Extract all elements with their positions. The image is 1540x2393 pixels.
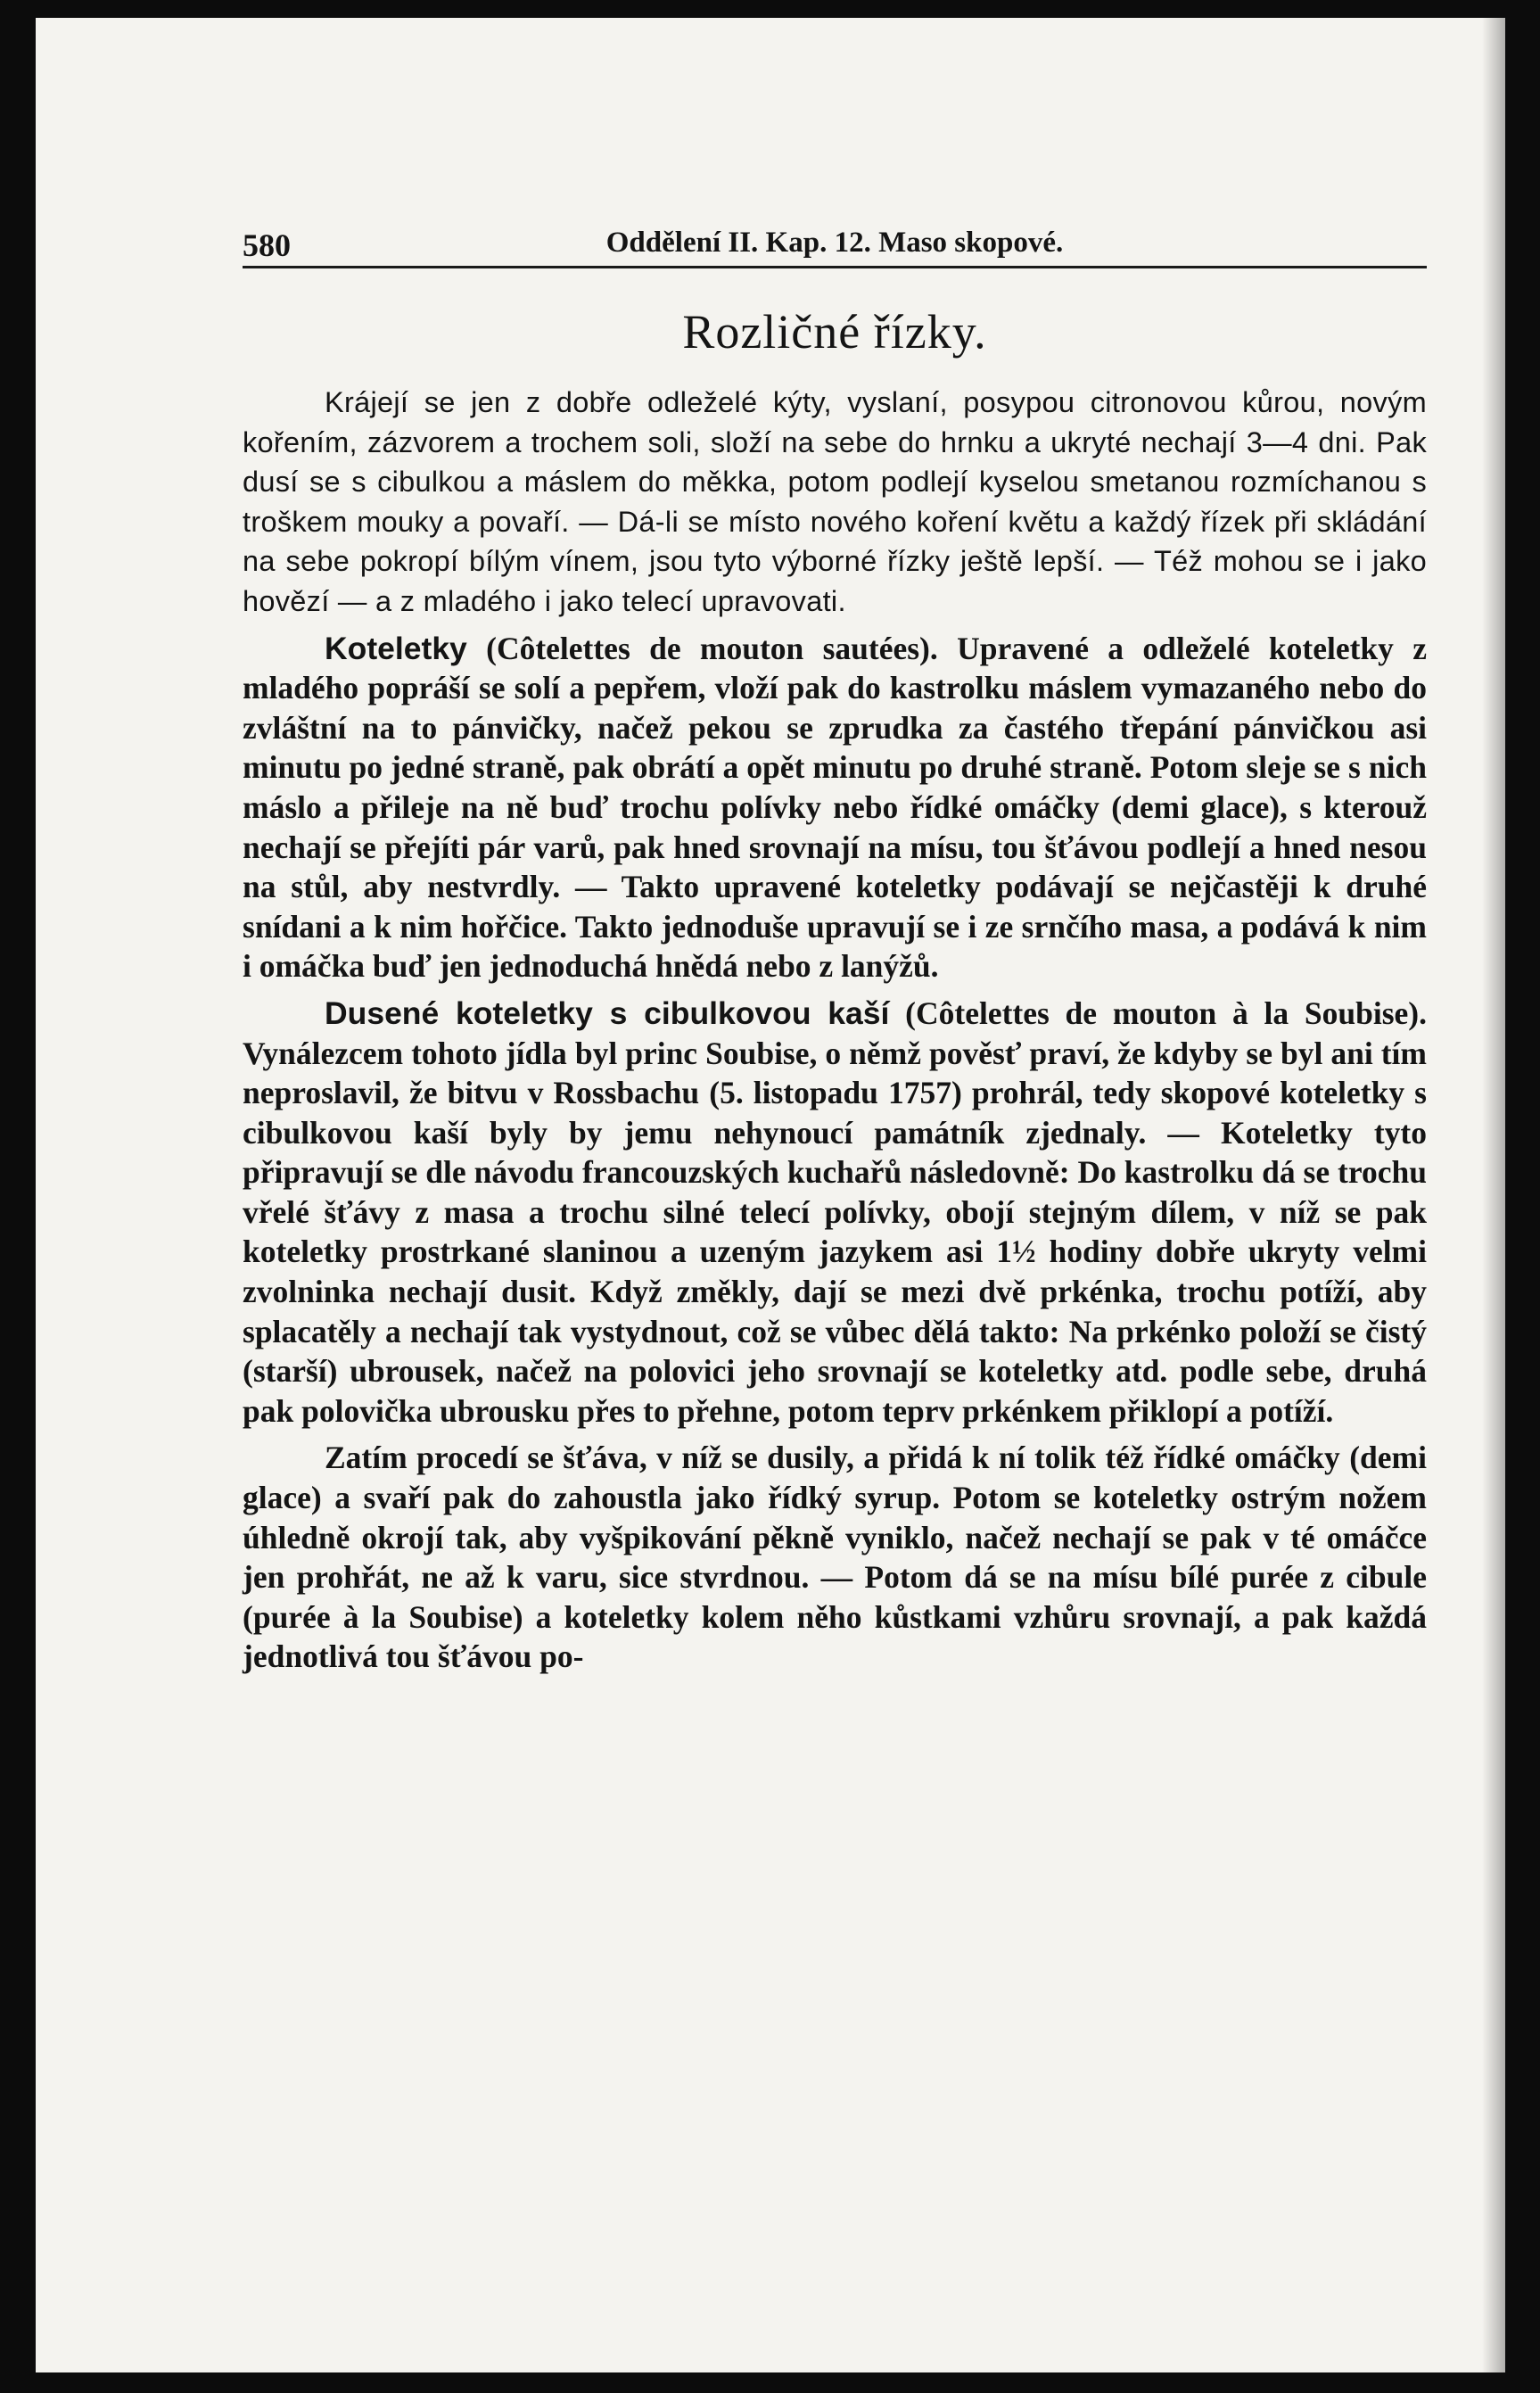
page-edge-shadow xyxy=(1482,18,1505,2372)
paragraph-zatim xyxy=(243,1438,1427,1677)
page-header xyxy=(243,216,1427,268)
paragraph-text: (Côtelettes de mouton sautées). Upravené a odleželé koteletky z mladého popráší se solí a pepřem, vloží pak do kastrolku máslem vymazaného nebo do zvláštní na to pánvičky, načež pekou se zprudka za častého třepání pánvičkou asi minutu po jedné straně, pak obrátí a opět minutu po druhé straně. Potom sleje se s nich máslo a přileje na ně buď trochu polívky nebo řídké omáčky (demi glace), s kterouž nechají se přejíti pár varů, pak hned srovnají na mísu, tou šťávou podlejí a hned nesou na stůl, aby nestvrdly. — Takto upravené koteletky podávají se nejčastěji k druhé snídani a k nim hořčice. Takto jednoduše upravují se i ze srnčího masa, a podává k nim i omáčka buď jen jednoduchá hnědá nebo z lanýžů. xyxy=(243,630,1427,985)
page-number: 580 xyxy=(243,227,291,263)
running-head: Oddělení II. Kap. 12. Maso skopové. xyxy=(605,227,1064,259)
paragraph-text: Krájejí se jen z dobře odleželé kýty, vyslaní, posypou citronovou kůrou, novým kořením, zázvorem a trochem soli, složí na sebe do hrnku a ukryté nechají 3—4 dni. Pak dusí se s cibulkou a máslem do měkka, potom podlejí kyselou smetanou rozmíchanou s troškem mouky a povaří. — Dá-li se místo nového koření květu a každý řízek při skládání na sebe pokropí bílým vínem, jsou tyto výborné řízky ještě lepší. — Též mohou se i jako hovězí — a z mladého i jako telecí upravovati. xyxy=(243,386,1427,617)
book-page xyxy=(36,18,1505,2372)
section-title: Rozličné řízky. xyxy=(682,305,987,359)
page-content xyxy=(243,216,1427,1684)
paragraph-koteletky xyxy=(243,629,1427,986)
paragraph-text: (Côtelettes de mouton à la Soubise). Vynálezcem tohoto jídla byl princ Soubise, o němž pověsť praví, že kdyby se byl ani tím neproslavil, že bitvu v Rossbachu (5. listopadu 1757) prohrál, tedy skopové koteletky s cibulkovou kaší byly by jemu nehynoucí památník zjednaly. — Koteletky tyto připravují se dle návodu francouzských kuchařů následovně: Do kastrolku dá se trochu vřelé šťávy z masa a trochu silné telecí polívky, obojí stejným dílem, v níž se pak koteletky prostrkané slaninou a uzeným jazykem asi 1½ hodiny dobře ukryty velmi zvolninka nechají dusit. Když změkly, dají se mezi dvě prkénka, trochu potíží, aby splacatěly a nechají tak vystydnout, což se vůbec dělá takto: Na prkénko položí se čistý (starší) ubrousek, načež na polovici jeho srovnají se koteletky atd. podle sebe, druhá pak polovička ubrousku přes to přehne, potom teprv prkénkem přiklopí a potíží. xyxy=(243,994,1427,1429)
paragraph-lead: Dusené koteletky s cibulkovou kaší xyxy=(325,994,890,1031)
paragraph-intro xyxy=(243,383,1427,622)
paragraph-text: Zatím procedí se šťáva, v níž se dusily, a přidá k ní tolik též řídké omáčky (demi glace) a svaří pak do zahoustla jako řídký syrup. Potom se koteletky ostrým nožem úhledně okrojí tak, aby vyšpikování pěkně vyniklo, načež nechají se pak v té omáčce jen prohřát, ne až k varu, sice stvrdnou. — Potom dá se na mísu bílé purée z cibule (purée à la Soubise) a koteletky kolem něho kůstkami vzhůru srovnají, a pak každá jednotlivá tou šťávou po- xyxy=(243,1440,1427,1675)
paragraph-dusene-koteletky xyxy=(243,994,1427,1432)
paragraph-lead: Koteletky xyxy=(325,630,467,666)
